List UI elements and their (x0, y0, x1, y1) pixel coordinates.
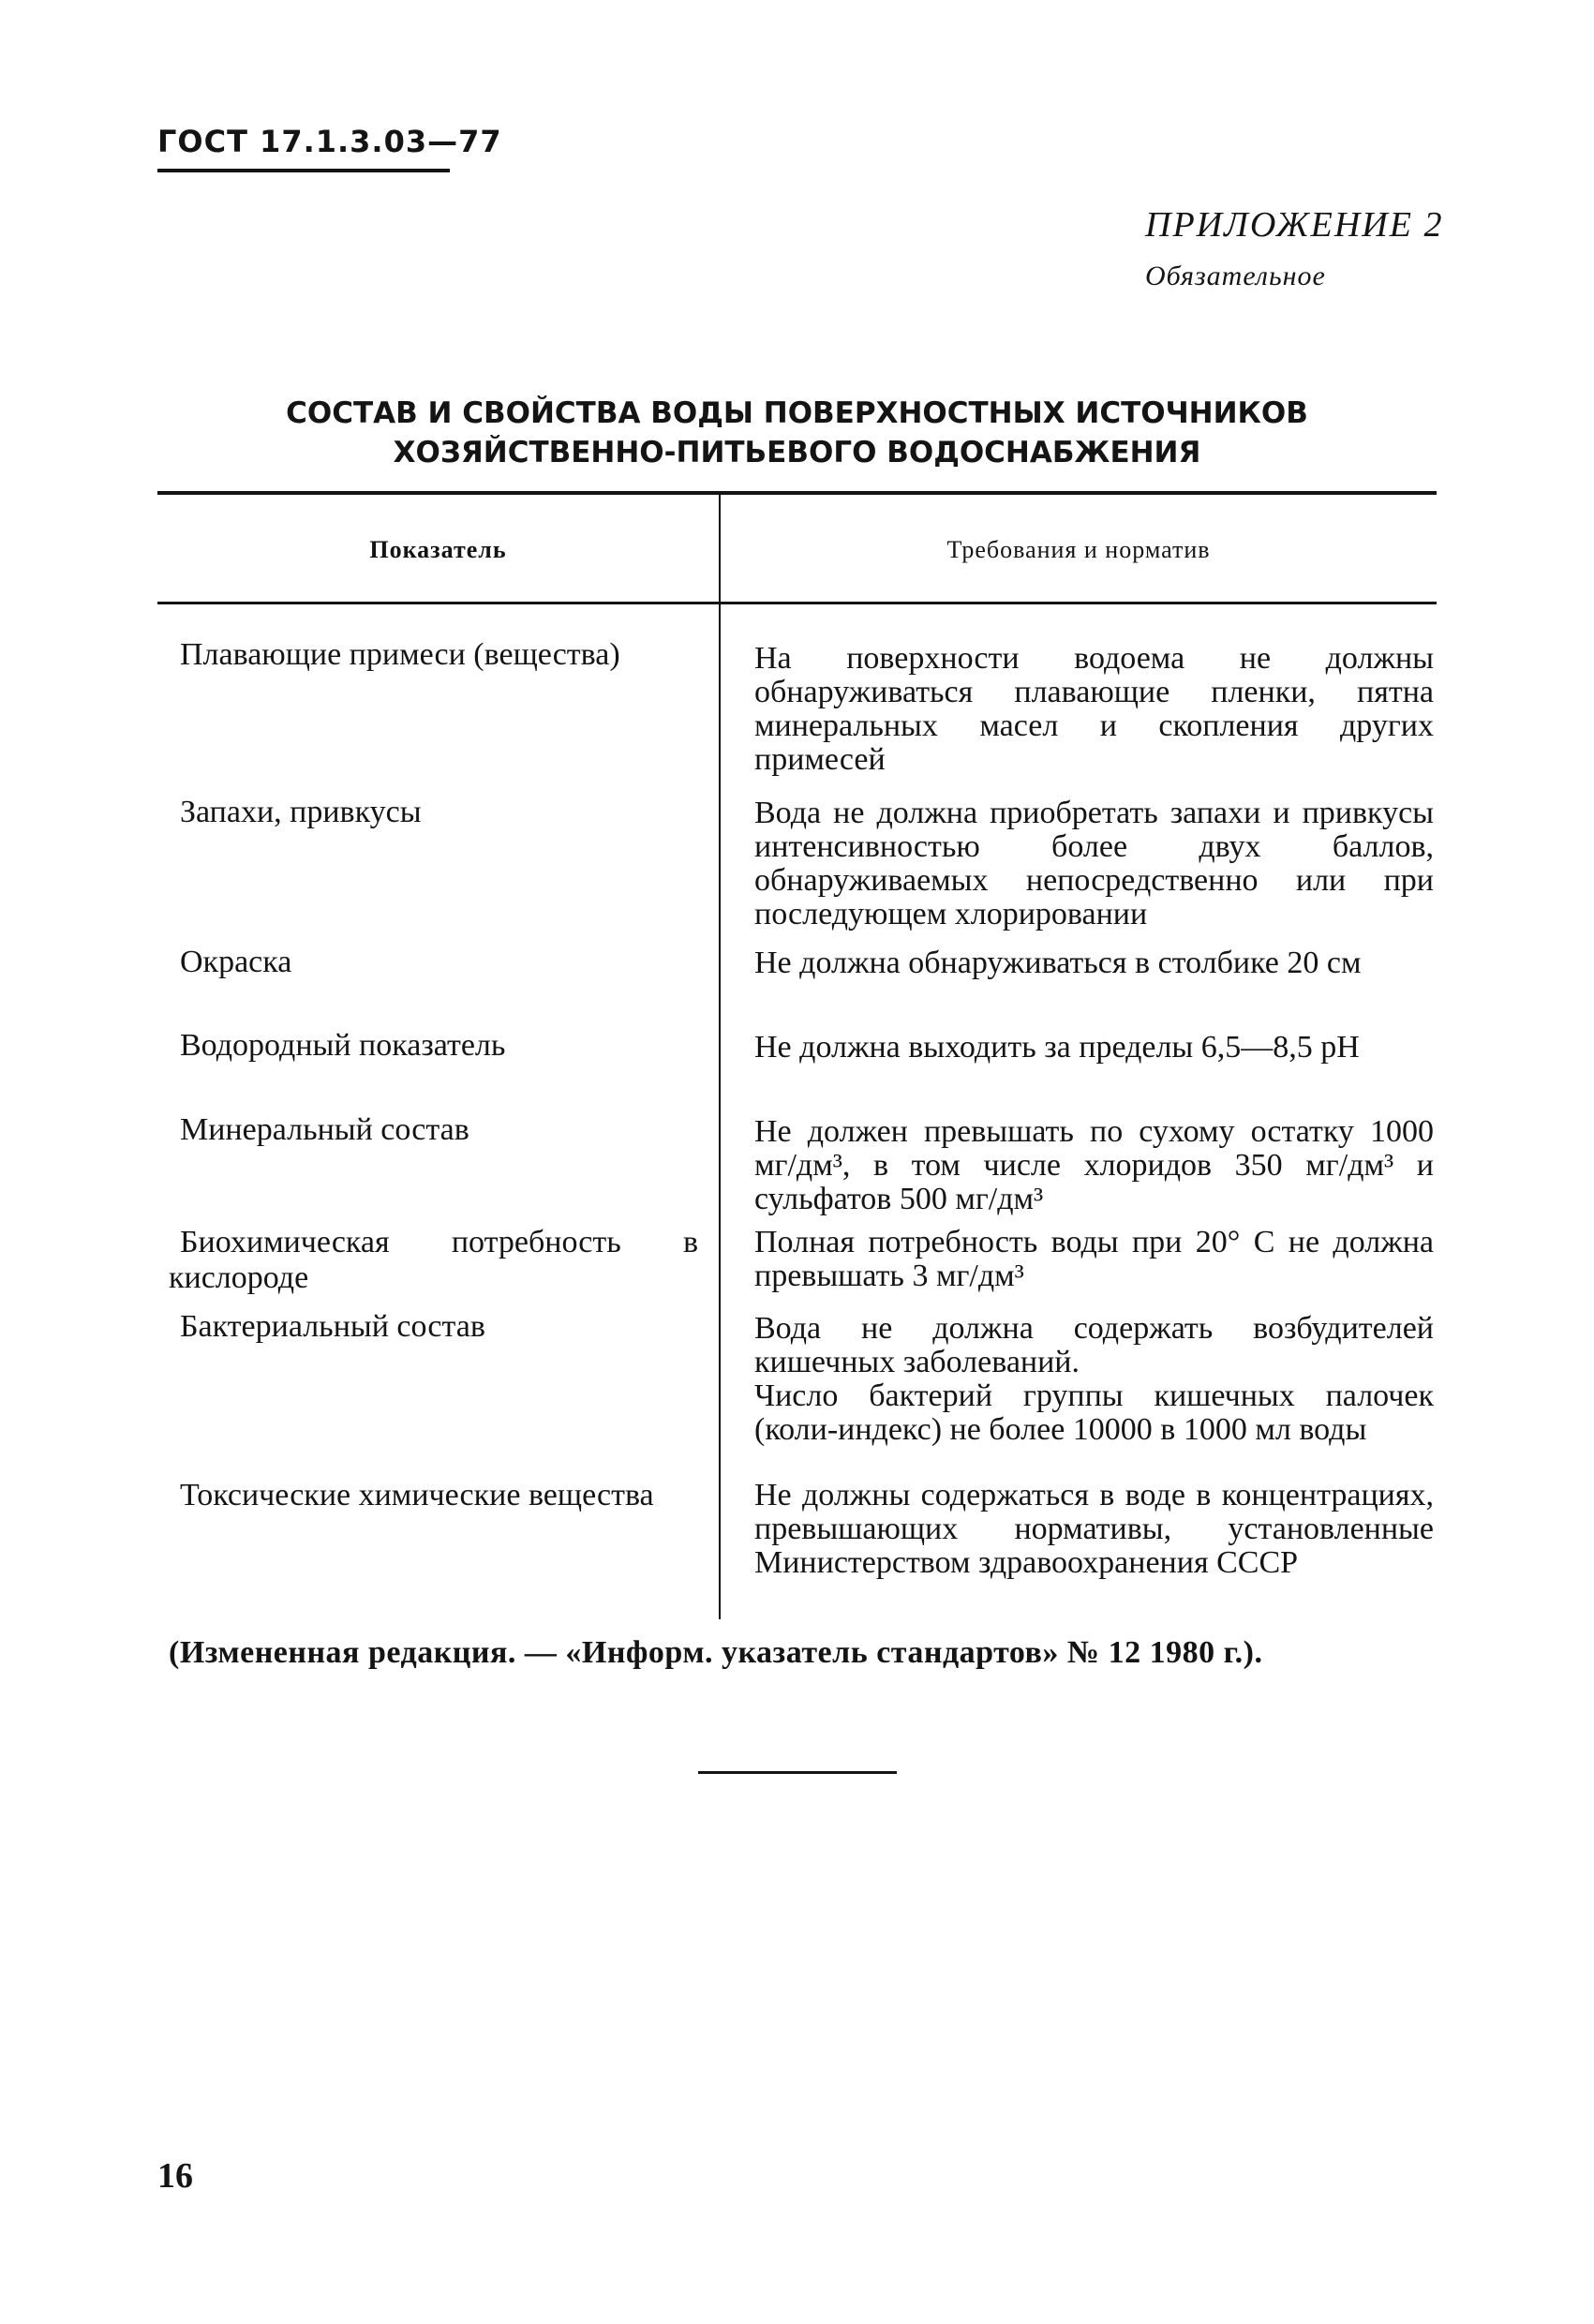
table-row-5-indicator: Минеральный состав (180, 1112, 469, 1147)
gost-code-underline (157, 169, 450, 172)
end-rule (698, 1771, 897, 1774)
table-row-3-requirement: Не должна обнаруживаться в столбике 20 см (754, 946, 1362, 980)
amendment-footnote: (Измененная редакция. — «Информ. указатель стандартов» № 12 1980 г.). (169, 1635, 1263, 1670)
table-row-7-requirement: Вода не должна содержать возбудителей кишечных заболеваний. Число бактерий группы кишечных палочек (коли-индекс) не более 10000 в 1000 мл воды (754, 1311, 1434, 1447)
table-column-divider (719, 495, 721, 1619)
table-row-2-indicator: Запахи, привкусы (180, 795, 422, 829)
table-row-4-indicator: Водородный показатель (180, 1028, 506, 1063)
column-header-indicator: Показатель (369, 536, 507, 563)
appendix-status: Обязательное (1145, 261, 1326, 291)
table-row-8-indicator: Токсические химические вещества (180, 1478, 654, 1512)
gost-code: ГОСТ 17.1.3.03—77 (157, 124, 502, 159)
table-row-6-requirement: Полная потребность воды при 20° С не должна превышать 3 мг/дм³ (754, 1225, 1434, 1293)
column-header-requirement: Требования и норматив (946, 536, 1211, 563)
table-top-rule (157, 491, 1437, 495)
document-title-line-2: ХОЗЯЙСТВЕННО-ПИТЬЕВОГО ВОДОСНАБЖЕНИЯ (393, 436, 1201, 469)
document-title (157, 394, 1437, 472)
table-row-2-requirement: Вода не должна приобретать запахи и привкусы интенсивностью более двух баллов, обнаруживаемых непосредственно или при последующем хлорировании (754, 796, 1434, 931)
table-row-5-requirement: Не должен превышать по сухому остатку 1000 мг/дм³, в том числе хлоридов 350 мг/дм³ и сульфатов 500 мг/дм³ (754, 1114, 1434, 1216)
table-row-7-indicator: Бактериальный состав (180, 1309, 485, 1344)
table-header-rule (157, 602, 1437, 604)
table-row-6-indicator: Биохимическая потребность в кислороде (169, 1225, 698, 1295)
table-row-4-requirement: Не должна выходить за пределы 6,5—8,5 pH (754, 1030, 1360, 1065)
table-row-1-requirement: На поверхности водоема не должны обнаруживаться плавающие пленки, пятна минеральных масел и скопления других примесей (754, 641, 1434, 777)
table-row-8-requirement: Не должны содержаться в воде в концентрациях, превышающих нормативы, установленные Министерством здравоохранения СССР (754, 1478, 1434, 1580)
appendix-title: ПРИЛОЖЕНИЕ 2 (1145, 205, 1444, 245)
page-number: 16 (157, 2156, 193, 2196)
table-row-3-indicator: Окраска (180, 945, 292, 979)
table-row-1-indicator: Плавающие примеси (вещества) (180, 637, 620, 672)
document-title-line-1: СОСТАВ И СВОЙСТВА ВОДЫ ПОВЕРХНОСТНЫХ ИСТОЧНИКОВ (286, 396, 1308, 430)
